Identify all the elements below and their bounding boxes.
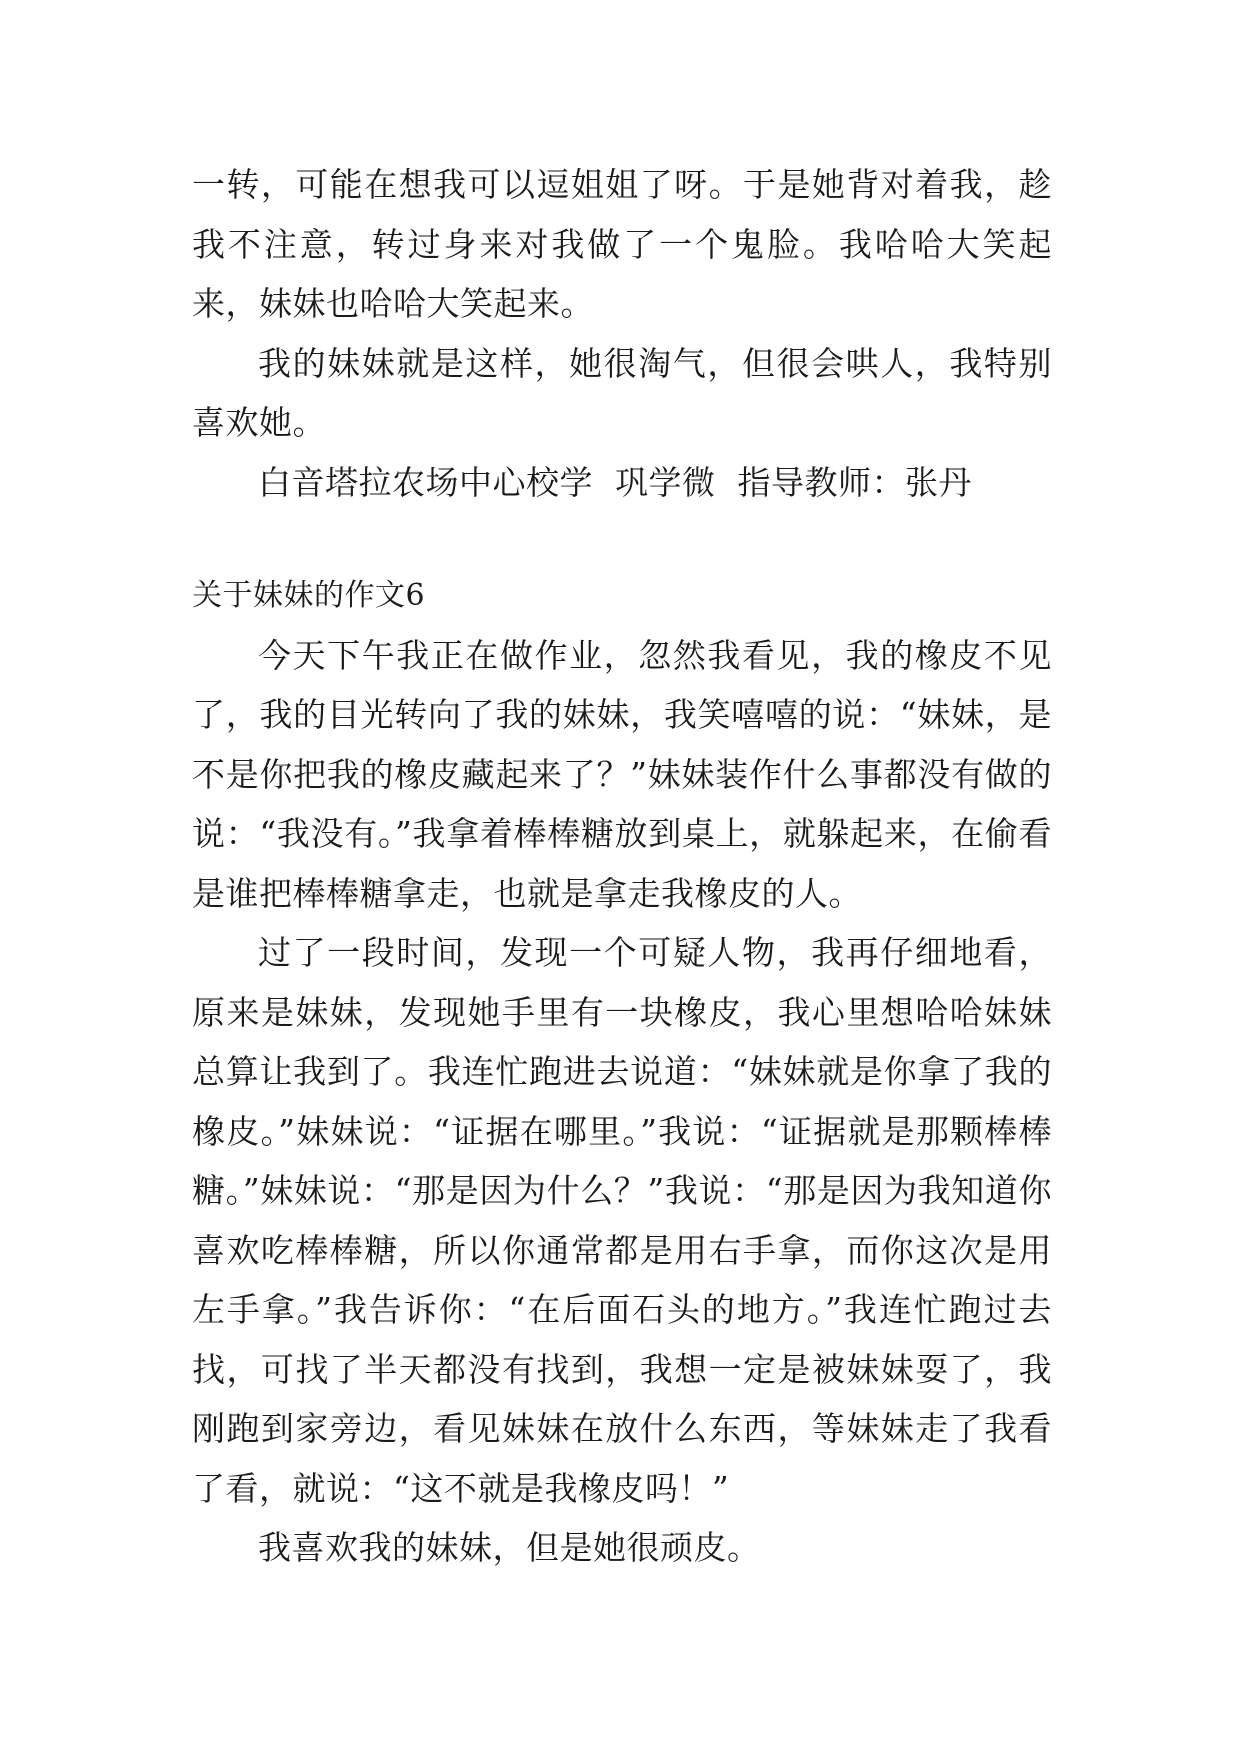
- essay-paragraph-1: 今天下午我正在做作业，忽然我看见，我的橡皮不见了，我的目光转向了我的妹妹，我笑嘻嘻的说：“妹妹，是不是你把我的橡皮藏起来了？”妹妹装作什么事都没有做的说：“我没有。”我拿着棒棒糖放到桌上，就躲起来，在偷看是谁把棒棒糖拿走，也就是拿走我橡皮的人。: [192, 635, 1052, 913]
- document-page: [192, 155, 1052, 1578]
- essay-5-paragraph-continued: 一转，可能在想我可以逗姐姐了呀。于是她背对着我，趁我不注意，转过身来对我做了一个鬼脸。我哈哈大笑起来，妹妹也哈哈大笑起来。: [192, 165, 1052, 323]
- section-gap: [192, 512, 1052, 566]
- essay-5-signature: 白音塔拉农场中心校学 巩学微 指导教师：张丹: [258, 462, 972, 502]
- essay-paragraph-3: 我喜欢我的妹妹，但是她很顽皮。: [258, 1528, 761, 1567]
- essay-title: 关于妹妹的作文6: [192, 578, 426, 613]
- essay-paragraph-2: 过了一段时间，发现一个可疑人物，我再仔细地看，原来是妹妹，发现她手里有一块橡皮，我心里想哈哈妹妹总算让我到了。我连忙跑进去说道：“妹妹就是你拿了我的橡皮。”妹妹说：“证据在哪里。”我说：“证据就是那颗棒棒糖。”妹妹说：“那是因为什么？”我说：“那是因为我知道你喜欢吃棒棒糖，所以你通常都是用右手拿，而你这次是用左手拿。”我告诉你：“在后面石头的地方。”我连忙跑过去找，可找了半天都没有找到，我想一定是被妹妹耍了，我刚跑到家旁边，看见妹妹在放什么东西，等妹妹走了我看了看，就说：“这不就是我橡皮吗！”: [192, 933, 1052, 1508]
- essay-5-closing-paragraph: 我的妹妹就是这样，她很淘气，但很会哄人，我特别喜欢她。: [192, 343, 1052, 442]
